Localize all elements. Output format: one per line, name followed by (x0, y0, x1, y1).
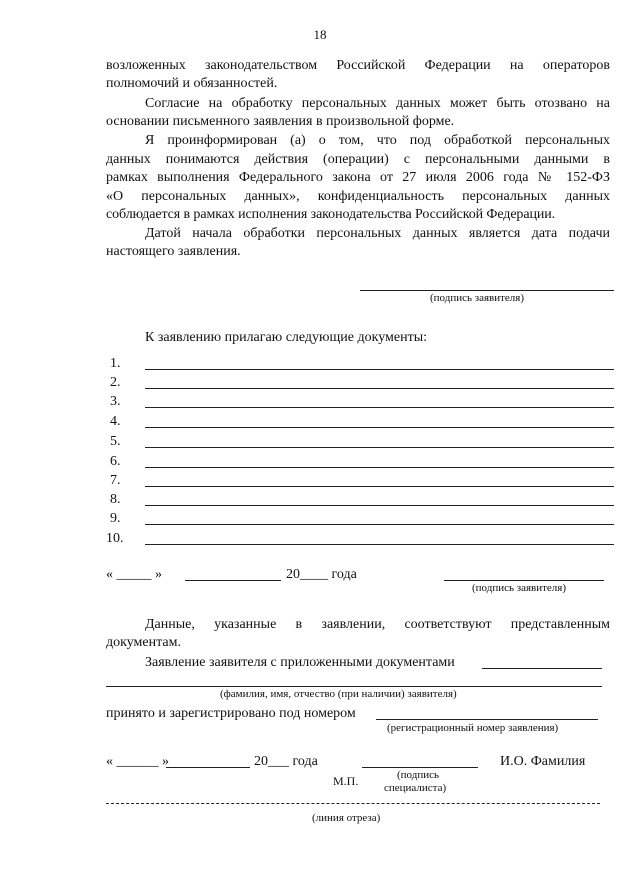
page-number: 18 (313, 27, 327, 42)
document-line-5[interactable] (145, 447, 614, 448)
document-number-7: 7. (110, 473, 121, 488)
specialist-signature-caption-2: специалиста) (384, 782, 447, 794)
date-year-1[interactable]: 20____ года (286, 567, 357, 582)
specialist-signature-caption-1: (подпись (397, 769, 440, 781)
document-number-2: 2. (110, 375, 121, 390)
paragraph-1-line-1: возложенных законодательством Российской Федерации на операторов (106, 58, 610, 73)
document-line-8[interactable] (145, 505, 614, 506)
paragraph-3-line-3: рамках выполнения Федерального закона от 27 июля 2006 года № 152-ФЗ (106, 170, 610, 185)
documents-heading: К заявлению прилагаю следующие документы: (145, 330, 428, 345)
date-year-2[interactable]: 20___ года (254, 754, 318, 769)
applicant-fio-line[interactable] (106, 686, 602, 687)
document-number-5: 5. (110, 434, 121, 449)
acceptance-blank-line[interactable] (482, 668, 602, 669)
registration-number-line[interactable] (376, 719, 598, 720)
date-month-line-1[interactable] (185, 580, 281, 581)
specialist-signature-line[interactable] (362, 767, 478, 768)
paragraph-3-line-1: Я проинформирован (а) о том, что под обработкой персональных (145, 133, 610, 148)
document-line-4[interactable] (145, 427, 614, 428)
paragraph-4-line-2: настоящего заявления. (106, 244, 241, 259)
document-line-1[interactable] (145, 369, 614, 370)
document-number-8: 8. (110, 492, 121, 507)
document-number-3: 3. (110, 394, 121, 409)
registration-number-caption: (регистрационный номер заявления) (387, 722, 559, 734)
confirm-line-1: Данные, указанные в заявлении, соответствуют представленным (145, 617, 610, 632)
document-line-6[interactable] (145, 467, 614, 468)
paragraph-3-line-4: «О персональных данных», конфиденциальность персональных данных (106, 189, 610, 204)
paragraph-4-line-1: Датой начала обработки персональных данных является дата подачи (145, 226, 610, 241)
document-number-9: 9. (110, 511, 121, 526)
document-line-2[interactable] (145, 388, 614, 389)
applicant-signature-caption: (подпись заявителя) (430, 292, 525, 304)
document-number-10: 10. (106, 531, 124, 546)
paragraph-1-line-2: полномочий и обязанностей. (106, 76, 278, 91)
paragraph-2-line-2: основании письменного заявления в произвольной форме. (106, 114, 455, 129)
document-number-1: 1. (110, 356, 121, 371)
applicant-fio-caption: (фамилия, имя, отчество (при наличии) заявителя) (220, 688, 457, 700)
paragraph-3-line-5: соблюдается в рамках исполнения законодательства Российской Федерации. (106, 207, 556, 222)
applicant-signature-line-2[interactable] (444, 580, 604, 581)
document-number-6: 6. (110, 454, 121, 469)
cut-line (106, 803, 600, 804)
cut-line-caption: (линия отреза) (312, 812, 381, 824)
date-day-2[interactable]: « ______ » (106, 754, 169, 769)
date-day-1[interactable]: « _____ » (106, 567, 162, 582)
document-line-9[interactable] (145, 524, 614, 525)
confirm-line-3: Заявление заявителя с приложенными документами (145, 655, 455, 670)
specialist-name: И.О. Фамилия (500, 754, 586, 769)
applicant-signature-line[interactable] (360, 290, 614, 291)
confirm-line-2: документам. (106, 635, 181, 650)
document-line-7[interactable] (145, 486, 614, 487)
document-line-10[interactable] (145, 544, 614, 545)
stamp-place-label: М.П. (333, 774, 359, 788)
paragraph-3-line-2: данных понимаются действия (операции) с персональными данными в (106, 152, 610, 167)
date-month-line-2[interactable] (166, 767, 250, 768)
paragraph-2-line-1: Согласие на обработку персональных данных может быть отозвано на (145, 96, 610, 111)
document-number-4: 4. (110, 414, 121, 429)
confirm-line-4: принято и зарегистрировано под номером (106, 706, 356, 721)
applicant-signature-caption-2: (подпись заявителя) (472, 582, 567, 594)
document-line-3[interactable] (145, 407, 614, 408)
